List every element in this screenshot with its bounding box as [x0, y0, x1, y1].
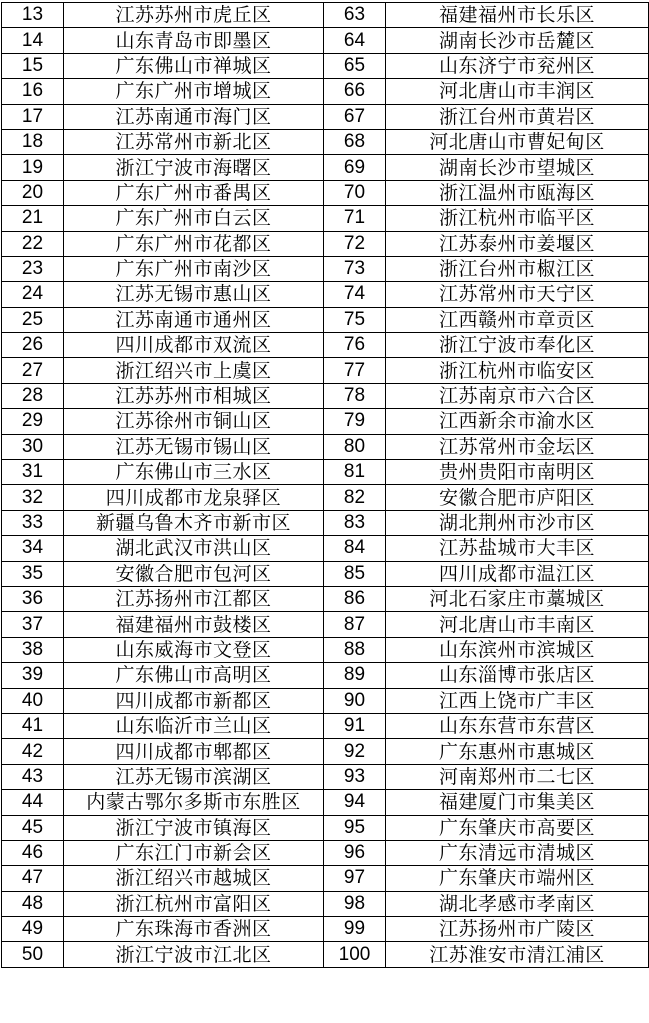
- rank-cell: 91: [324, 713, 386, 738]
- district-cell: 浙江绍兴市越城区: [64, 866, 324, 891]
- rank-cell: 26: [2, 333, 64, 358]
- rank-cell: 28: [2, 383, 64, 408]
- district-cell: 江苏无锡市滨湖区: [64, 764, 324, 789]
- table-row: [2, 866, 649, 891]
- rank-cell: 80: [324, 434, 386, 459]
- rank-cell: 44: [2, 790, 64, 815]
- district-cell: 广东广州市增城区: [64, 79, 324, 104]
- rank-cell: 100: [324, 942, 386, 967]
- rank-cell: 47: [2, 866, 64, 891]
- table-row: [2, 891, 649, 916]
- district-cell: 河北唐山市曹妃甸区: [386, 129, 649, 154]
- district-cell: 安徽合肥市包河区: [64, 561, 324, 586]
- district-cell: 河南郑州市二七区: [386, 764, 649, 789]
- rank-cell: 96: [324, 840, 386, 865]
- table-row: [2, 485, 649, 510]
- rank-cell: 74: [324, 282, 386, 307]
- table-row: [2, 942, 649, 967]
- rank-cell: 46: [2, 840, 64, 865]
- table-row: [2, 561, 649, 586]
- district-cell: 浙江宁波市镇海区: [64, 815, 324, 840]
- district-cell: 广东清远市清城区: [386, 840, 649, 865]
- district-cell: 浙江温州市瓯海区: [386, 180, 649, 205]
- rank-cell: 67: [324, 104, 386, 129]
- district-cell: 江苏泰州市姜堰区: [386, 231, 649, 256]
- table-row: [2, 180, 649, 205]
- rank-cell: 45: [2, 815, 64, 840]
- rank-cell: 21: [2, 206, 64, 231]
- rank-cell: 20: [2, 180, 64, 205]
- rank-cell: 32: [2, 485, 64, 510]
- table-row: [2, 383, 649, 408]
- table-row: [2, 536, 649, 561]
- rank-cell: 81: [324, 460, 386, 485]
- table-row: [2, 79, 649, 104]
- rank-cell: 30: [2, 434, 64, 459]
- district-cell: 广东江门市新会区: [64, 840, 324, 865]
- table-row: [2, 256, 649, 281]
- table-row: [2, 231, 649, 256]
- rank-cell: 29: [2, 409, 64, 434]
- rank-cell: 35: [2, 561, 64, 586]
- rank-cell: 93: [324, 764, 386, 789]
- district-cell: 山东威海市文登区: [64, 637, 324, 662]
- district-cell: 浙江杭州市富阳区: [64, 891, 324, 916]
- rank-cell: 77: [324, 358, 386, 383]
- rank-cell: 25: [2, 307, 64, 332]
- district-cell: 江苏常州市金坛区: [386, 434, 649, 459]
- table-row: [2, 206, 649, 231]
- table-row: [2, 637, 649, 662]
- district-cell: 山东济宁市兖州区: [386, 53, 649, 78]
- rank-cell: 22: [2, 231, 64, 256]
- rank-cell: 49: [2, 917, 64, 942]
- district-cell: 福建厦门市集美区: [386, 790, 649, 815]
- rank-cell: 84: [324, 536, 386, 561]
- district-cell: 四川成都市郫都区: [64, 739, 324, 764]
- rank-cell: 90: [324, 688, 386, 713]
- district-cell: 山东淄博市张店区: [386, 663, 649, 688]
- rank-cell: 15: [2, 53, 64, 78]
- rank-cell: 99: [324, 917, 386, 942]
- rank-cell: 85: [324, 561, 386, 586]
- table-row: [2, 688, 649, 713]
- table-row: [2, 53, 649, 78]
- rank-cell: 82: [324, 485, 386, 510]
- rank-cell: 97: [324, 866, 386, 891]
- district-cell: 江苏南通市海门区: [64, 104, 324, 129]
- rank-cell: 34: [2, 536, 64, 561]
- rank-cell: 16: [2, 79, 64, 104]
- district-cell: 四川成都市温江区: [386, 561, 649, 586]
- table-row: [2, 28, 649, 53]
- rank-cell: 68: [324, 129, 386, 154]
- district-cell: 浙江宁波市江北区: [64, 942, 324, 967]
- district-cell: 江西赣州市章贡区: [386, 307, 649, 332]
- district-cell: 浙江台州市椒江区: [386, 256, 649, 281]
- rank-cell: 66: [324, 79, 386, 104]
- district-cell: 内蒙古鄂尔多斯市东胜区: [64, 790, 324, 815]
- district-cell: 广东佛山市高明区: [64, 663, 324, 688]
- district-cell: 山东青岛市即墨区: [64, 28, 324, 53]
- district-cell: 江苏徐州市铜山区: [64, 409, 324, 434]
- district-cell: 湖南长沙市望城区: [386, 155, 649, 180]
- rank-cell: 98: [324, 891, 386, 916]
- rank-cell: 86: [324, 586, 386, 611]
- district-cell: 湖北孝感市孝南区: [386, 891, 649, 916]
- table-row: [2, 739, 649, 764]
- district-cell: 江苏南京市六合区: [386, 383, 649, 408]
- district-cell: 广东珠海市香洲区: [64, 917, 324, 942]
- district-cell: 浙江宁波市奉化区: [386, 333, 649, 358]
- rank-cell: 76: [324, 333, 386, 358]
- table-row: [2, 155, 649, 180]
- rank-cell: 83: [324, 510, 386, 535]
- district-cell: 新疆乌鲁木齐市新市区: [64, 510, 324, 535]
- district-cell: 广东佛山市禅城区: [64, 53, 324, 78]
- district-cell: 江苏扬州市江都区: [64, 586, 324, 611]
- rank-cell: 87: [324, 612, 386, 637]
- rank-cell: 24: [2, 282, 64, 307]
- rank-cell: 92: [324, 739, 386, 764]
- rank-cell: 89: [324, 663, 386, 688]
- district-cell: 广东肇庆市高要区: [386, 815, 649, 840]
- rank-cell: 72: [324, 231, 386, 256]
- table-row: [2, 307, 649, 332]
- rank-cell: 78: [324, 383, 386, 408]
- district-cell: 浙江杭州市临安区: [386, 358, 649, 383]
- district-cell: 山东临沂市兰山区: [64, 713, 324, 738]
- district-cell: 广东广州市南沙区: [64, 256, 324, 281]
- district-ranking-table: [1, 2, 649, 968]
- district-cell: 四川成都市龙泉驿区: [64, 485, 324, 510]
- table-row: [2, 840, 649, 865]
- table-row: [2, 104, 649, 129]
- district-cell: 四川成都市新都区: [64, 688, 324, 713]
- district-cell: 湖北荆州市沙市区: [386, 510, 649, 535]
- district-cell: 江苏苏州市相城区: [64, 383, 324, 408]
- rank-cell: 14: [2, 28, 64, 53]
- district-cell: 贵州贵阳市南明区: [386, 460, 649, 485]
- rank-cell: 37: [2, 612, 64, 637]
- rank-cell: 73: [324, 256, 386, 281]
- rank-cell: 63: [324, 3, 386, 28]
- district-cell: 广东肇庆市端州区: [386, 866, 649, 891]
- district-cell: 山东东营市东营区: [386, 713, 649, 738]
- district-cell: 广东广州市花都区: [64, 231, 324, 256]
- district-cell: 河北唐山市丰南区: [386, 612, 649, 637]
- district-cell: 广东广州市白云区: [64, 206, 324, 231]
- table-row: [2, 434, 649, 459]
- rank-cell: 79: [324, 409, 386, 434]
- rank-cell: 42: [2, 739, 64, 764]
- rank-cell: 40: [2, 688, 64, 713]
- table-row: [2, 358, 649, 383]
- rank-cell: 39: [2, 663, 64, 688]
- district-cell: 江苏常州市天宁区: [386, 282, 649, 307]
- rank-cell: 94: [324, 790, 386, 815]
- table-row: [2, 663, 649, 688]
- rank-cell: 88: [324, 637, 386, 662]
- rank-cell: 71: [324, 206, 386, 231]
- ranking-table-body: [2, 3, 649, 968]
- district-cell: 浙江宁波市海曙区: [64, 155, 324, 180]
- rank-cell: 27: [2, 358, 64, 383]
- table-row: [2, 612, 649, 637]
- district-cell: 山东滨州市滨城区: [386, 637, 649, 662]
- table-row: [2, 129, 649, 154]
- rank-cell: 65: [324, 53, 386, 78]
- district-cell: 江苏无锡市惠山区: [64, 282, 324, 307]
- table-row: [2, 790, 649, 815]
- table-row: [2, 586, 649, 611]
- rank-cell: 18: [2, 129, 64, 154]
- rank-cell: 38: [2, 637, 64, 662]
- rank-cell: 41: [2, 713, 64, 738]
- district-cell: 江苏南通市通州区: [64, 307, 324, 332]
- district-cell: 四川成都市双流区: [64, 333, 324, 358]
- table-row: [2, 282, 649, 307]
- district-cell: 河北石家庄市藁城区: [386, 586, 649, 611]
- district-cell: 江苏常州市新北区: [64, 129, 324, 154]
- rank-cell: 64: [324, 28, 386, 53]
- rank-cell: 75: [324, 307, 386, 332]
- district-cell: 浙江杭州市临平区: [386, 206, 649, 231]
- district-cell: 江苏扬州市广陵区: [386, 917, 649, 942]
- rank-cell: 17: [2, 104, 64, 129]
- table-row: [2, 815, 649, 840]
- table-row: [2, 713, 649, 738]
- table-row: [2, 3, 649, 28]
- table-row: [2, 333, 649, 358]
- table-row: [2, 460, 649, 485]
- rank-cell: 31: [2, 460, 64, 485]
- rank-cell: 33: [2, 510, 64, 535]
- table-row: [2, 510, 649, 535]
- district-cell: 广东惠州市惠城区: [386, 739, 649, 764]
- district-cell: 福建福州市长乐区: [386, 3, 649, 28]
- table-row: [2, 409, 649, 434]
- district-cell: 江苏无锡市锡山区: [64, 434, 324, 459]
- district-cell: 安徽合肥市庐阳区: [386, 485, 649, 510]
- district-cell: 江苏苏州市虎丘区: [64, 3, 324, 28]
- rank-cell: 19: [2, 155, 64, 180]
- district-cell: 江苏淮安市清江浦区: [386, 942, 649, 967]
- rank-cell: 43: [2, 764, 64, 789]
- district-cell: 广东广州市番禺区: [64, 180, 324, 205]
- rank-cell: 70: [324, 180, 386, 205]
- rank-cell: 69: [324, 155, 386, 180]
- table-row: [2, 917, 649, 942]
- rank-cell: 48: [2, 891, 64, 916]
- district-cell: 江苏盐城市大丰区: [386, 536, 649, 561]
- district-cell: 江西新余市渝水区: [386, 409, 649, 434]
- rank-cell: 13: [2, 3, 64, 28]
- rank-cell: 36: [2, 586, 64, 611]
- district-cell: 湖北武汉市洪山区: [64, 536, 324, 561]
- rank-cell: 95: [324, 815, 386, 840]
- district-cell: 江西上饶市广丰区: [386, 688, 649, 713]
- district-cell: 广东佛山市三水区: [64, 460, 324, 485]
- district-cell: 河北唐山市丰润区: [386, 79, 649, 104]
- district-cell: 浙江台州市黄岩区: [386, 104, 649, 129]
- district-cell: 福建福州市鼓楼区: [64, 612, 324, 637]
- rank-cell: 23: [2, 256, 64, 281]
- table-row: [2, 764, 649, 789]
- district-cell: 湖南长沙市岳麓区: [386, 28, 649, 53]
- district-cell: 浙江绍兴市上虞区: [64, 358, 324, 383]
- rank-cell: 50: [2, 942, 64, 967]
